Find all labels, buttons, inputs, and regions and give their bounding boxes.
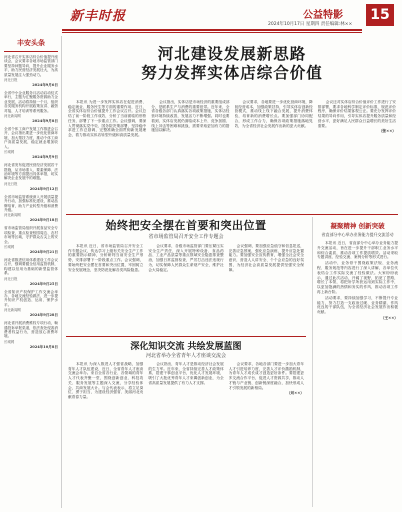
sidebar-item-date: 2024年9月6日	[32, 83, 58, 88]
sidebar-item-text: 全省市场监管系统深入开展质量提升行动，加强标准化建设，推动品牌培育，助力产业转型升级和消费升级。	[4, 194, 58, 212]
safety-headline: 始终把安全摆在首要和突出位置	[105, 219, 267, 232]
sidebar-item-source: 河北新闻网	[4, 213, 21, 218]
article-paragraph: 活动中，业务骨干围绕政策法规、业务流程、服务规范等内容进行了深入讲解，各单位代表结合工作实际交流了经验做法。大家纷纷表示，通过此次活动，开阔了视野，拓宽了思路，增长了本领，将把所学所获运用到实际工作中，以更加饱满的热情和务实的作风，推动各项工作再上新台阶。	[317, 261, 398, 294]
article-paragraph: 会议强调，要加强应急值守和信息报送，完善应急预案，强化应急演练，提升应急处置能力。要加强安全宣传教育，增强全社会安全意识，营造人人讲安全、个个会应急的良好氛围，为经济社会高质量发展提供坚强安全保障。	[228, 244, 304, 272]
section-divider	[66, 214, 398, 215]
sidebar-item	[4, 321, 58, 350]
article-column	[68, 244, 143, 334]
sidebar-item-date: 2024年9月9日	[32, 155, 58, 160]
sidebar-item-source: 长城网	[4, 244, 15, 249]
sidebar-item	[4, 127, 58, 160]
sidebar-item-text: 全省知识产权保护工作交流会举办，各地交流经验做法，进一步提升知识产权创造、运用、保护水平。	[4, 289, 58, 307]
article-column	[148, 362, 223, 504]
news-sidebar	[4, 36, 62, 508]
article-column	[229, 362, 304, 504]
article-signoff: （刘××）	[286, 391, 304, 396]
sidebar-item	[4, 258, 58, 287]
article-column	[68, 362, 143, 504]
sidebar-item	[4, 195, 58, 224]
sidebar-item-text: 河北省推进信用体系建设工作会议召开，强调要健全信用监管机制，构建以信用为基础的新型监管体系。	[4, 257, 58, 276]
lead-headline-line2: 努力发挥实体店综合价值	[141, 63, 323, 82]
header-rule	[62, 29, 362, 31]
sidebar-item-text: 河北省召开实体店综合价值提升座谈会，会议要求各地市场监管部门要坚持问题导向，提升企业服务水平，助力民营经济发展壮大，为高质量发展注入强劲动力。	[4, 55, 58, 77]
article-column	[235, 100, 313, 212]
article-column	[68, 100, 146, 212]
lead-headline-line1: 河北建设发展新思路	[157, 44, 307, 63]
article-paragraph: 会议指出，实体店是市场经济的重要组成部分，是联系生产与消费的重要纽带。近年来，全省各级各部门认真落实各项政策措施，实体店经营环境持续改善，发展活力不断增强。同时也要看到，实体店发展仍面临成本上升、竞争加剧、线上冲击等困难和挑战，需要采取更加有力的措施加以解决。	[151, 100, 230, 133]
section-divider	[66, 336, 306, 337]
article-column	[229, 244, 304, 334]
article-paragraph: 活动要求，要持续加强学习，不断提升专业能力，努力打造一支政治过硬、业务精湛、作风优良的干部队伍，为全省经济社会发展作出积极贡献。	[317, 295, 398, 315]
sidebar-item-date: 2024年10月8日	[29, 344, 58, 349]
sidebar-item-source: 河北日报	[4, 181, 18, 186]
sidebar-item-text: 全省中小企业服务月活动启动仪式举行，主题为汇聚服务资源助力企业发展，活动将持续一个月，组织各类服务机构开展政策宣讲、融资对接、人才培训等系列服务。	[4, 91, 58, 113]
article-paragraph: 本报讯 近日，省直部分中心举办业务能力提升交流活动，旨在进一步提升干部职工业务水平和综合素质，推动各项工作提质增效。活动采取专题讲座、经验交流、案例分析等形式进行。	[317, 241, 398, 260]
sidebar-item	[4, 91, 58, 124]
sidebar-item-date: 2024年9月28日	[29, 313, 58, 318]
sidebar-item	[4, 290, 58, 319]
article-paragraph: 本报讯 为深入推进人才强省战略，加强青年人才队伍建设，近日，全省青年人才座谈交流会举办。来自全省各行业、各领域的青年人才代表齐聚一堂，围绕创新创业、科技攻关、服务发展等主题深入交流，分享经验体会，共商发展大计。与会代表表示，将立足岗位、勇于担当，为建设经济强省、美丽河北贡献青春力量。	[68, 362, 144, 399]
sidebar-item	[4, 55, 58, 88]
article-paragraph: 会议要求，各地要进一步优化营商环境，降低经营成本，加强政策扶持，引导实体店创新经营模式，推动线上线下融合发展，提升消费体验，培育新的消费增长点。要加强部门协同配合，形成工作合力，确保各项政策措施落地见效，为全省经济社会发展作出新的更大贡献。	[234, 100, 313, 128]
article-paragraph: 会议要求，各级市场监管部门要压紧压实安全生产责任，深入开展特种设备、食品药品、工业产品质量等重点领域安全隐患排查整治，加强日常监督检查，严厉打击违法违规行为，切实保障人民群众生命财产安全，维护社会大局稳定。	[148, 244, 224, 272]
article-signoff: （王××）	[380, 315, 398, 320]
safety-subheadline: 省市场监管局召开安全工作专题会	[148, 234, 224, 240]
article-column	[151, 100, 229, 212]
lead-headline	[66, 44, 398, 82]
sidebar-item-source: 河北新闻网	[4, 308, 21, 313]
talent-article-body	[68, 362, 304, 504]
sidebar-item-text: 河北省开展消费维权专项行动，畅通投诉举报渠道，依法查处侵害消费者权益行为，营造放心消费环境。	[4, 321, 58, 339]
side-article	[312, 217, 398, 507]
sidebar-item-source: 河北新闻网	[4, 114, 21, 119]
sidebar-item-date: 2024年9月18日	[29, 218, 58, 223]
article-signoff: （张××）	[378, 129, 396, 134]
sidebar-rule	[4, 51, 58, 52]
side-article-subtitle: 省直部分中心举办业务能力提升交流活动	[321, 232, 394, 237]
side-article-title: 凝聚精神 创新突破	[330, 222, 385, 230]
safety-article-body	[68, 244, 304, 334]
main-content	[66, 36, 398, 508]
sidebar-title: 丰安头条	[17, 39, 45, 47]
article-paragraph: 本报讯 为进一步发挥实体店在促进消费、稳定就业、服务民生等方面的重要作用，近日，全省实体店综合价值提升工作会议召开。会议总结了前一阶段工作成效，分析了当前面临的形势任务，部署了下一步重点工作。会议强调，要深入贯彻落实党中央、国务院决策部署，坚持稳中求进工作总基调，完整准确全面贯彻新发展理念，着力推动实体店转型升级和高质量发展。	[68, 100, 147, 137]
sidebar-item-text: 河北省发布促进民营经济发展若干措施，从市场准入、要素保障、法治环境等方面提出具体举措，切实解决企业发展中的难题。	[4, 163, 58, 181]
sidebar-item-source: 河北日报	[4, 276, 18, 281]
sidebar-item-text: 省市场监管局组织开展食品安全专项检查，重点检查校园周边、农村市场等区域，守护群众舌尖上的安全。	[4, 226, 58, 244]
side-article-body	[317, 241, 398, 321]
sidebar-item-date: 2024年9月8日	[32, 119, 58, 124]
talent-headline: 深化知识交流 共绘发展蓝图	[130, 342, 242, 352]
page-number-badge: 15	[366, 4, 394, 26]
article-paragraph: 会议指出，青年人才是推动经济社会发展的生力军。近年来，全省持续完善人才政策体系，搭建干事创业平台，优化人才发展环境，吸引了大批优秀青年人才来冀创新创业，为全省高质量发展提供了有力人才支撑。	[148, 362, 224, 385]
masthead	[0, 0, 402, 36]
sidebar-item-text: 全省个体工商户发展工作推进会召开，会议指出要进一步优化营商环境，加大帮扶力度，推动个体工商户高质量发展，稳定就业增加收入。	[4, 127, 58, 149]
talent-subheadline: 河北省举办全省青年人才座谈交流会	[145, 353, 226, 359]
article-column	[318, 100, 396, 212]
article-paragraph: 会议要求，各地各部门要进一步加大青年人才引进培养力度，完善人才评价激励机制，为青年人才成长成才创造更好条件。要搭建更多交流合作平台，促进人才资源共享，推动人才链与产业链、创新链深度融合，加快形成人才引领发展的新格局。	[228, 362, 304, 390]
lead-article-body	[68, 100, 396, 212]
section-name: 公益特影	[303, 10, 343, 21]
article-paragraph: 本报讯 近日，省市场监管局召开安全工作专题会议，传达学习上级有关安全生产工作的重要指示精神，分析研判当前安全生产形势，安排部署下一阶段重点工作。会议强调，要始终把安全摆在首要和突出位置，牢固树立安全发展理念，坚决防范化解各类风险隐患。	[68, 244, 144, 272]
sidebar-item	[4, 163, 58, 192]
sidebar-item-source: 长城网	[4, 339, 15, 344]
sidebar-item-date: 2024年9月12日	[29, 186, 58, 191]
sidebar-item-date: 2024年9月25日	[29, 281, 58, 286]
newspaper-logo: 新丰时报	[70, 9, 127, 24]
sidebar-item-source: 长城网	[4, 150, 15, 155]
article-paragraph: 会议还对实体店综合价值评价工作进行了安排部署，要求各地科学制定评价标准，规范评价程序，确保评价结果客观公正。要充分发挥评价结果的导向作用，引导实体店提升服务质量和经营水平，更好满足人民群众日益增长的美好生活需要。	[317, 100, 396, 128]
header-rule-thin	[62, 32, 362, 33]
sidebar-item	[4, 226, 58, 255]
date-line: 2024年10月17日 星期四 责任编辑:林××	[268, 22, 353, 27]
sidebar-item-source: 河北日报	[4, 78, 18, 83]
article-column	[148, 244, 223, 334]
sidebar-item-date: 2024年9月21日	[29, 249, 58, 254]
